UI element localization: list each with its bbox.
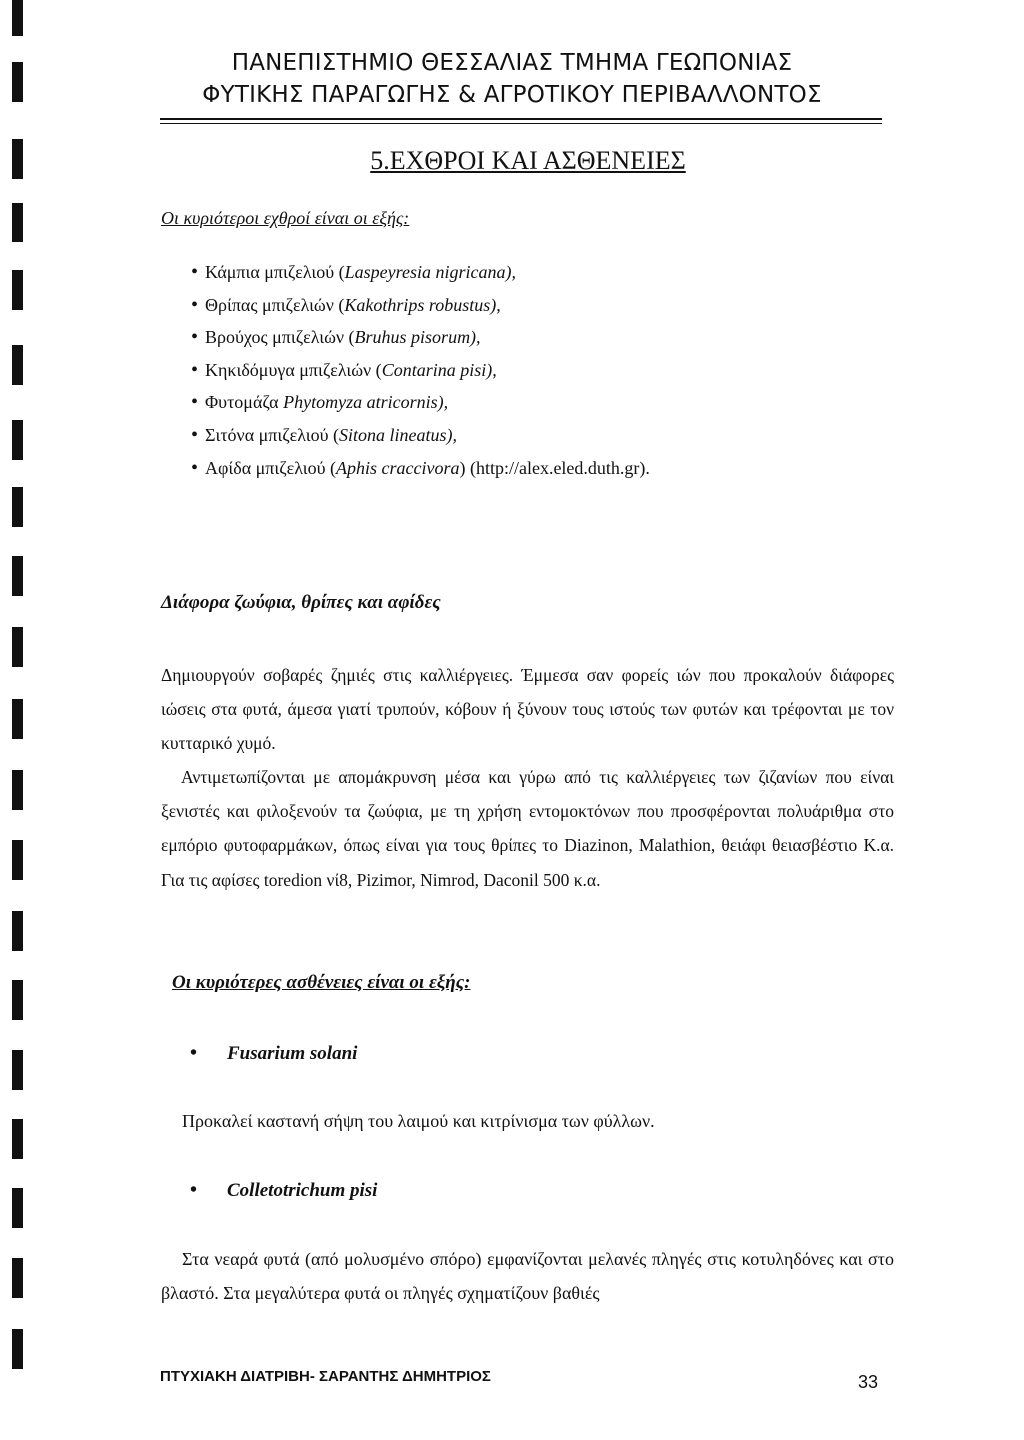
header-line-1: ΠΑΝΕΠΙΣΤΗΜΙΟ ΘΕΣΣΑΛΙΑΣ ΤΜΗΜΑ ΓΕΩΠΟΝΙΑΣ (231, 50, 793, 76)
diseases-intro: Οι κυριότερες ασθένειες είναι οι εξής: (172, 972, 471, 993)
header-line-2: ΦΥΤΙΚΗΣ ΠΑΡΑΓΩΓΗΣ & ΑΓΡΟΤΙΚΟΥ ΠΕΡΙΒΑΛΛΟΝΤΟΣ (202, 82, 822, 108)
list-item: • Κηκιδόμυγα μπιζελιών (Contarina pisi), (205, 360, 650, 393)
pests-intro: Οι κυριότεροι εχθροί είναι οι εξής: (161, 208, 410, 228)
bullet-icon: • (190, 1179, 198, 1201)
header-rule (160, 118, 882, 120)
subheading: Διάφορα ζωύφια, θρίπες και αφίδες (161, 592, 441, 613)
disease-description: Στα νεαρά φυτά (από μολυσμένο σπόρο) εμφανίζονται μελανές πληγές στις κοτυληδόνες και στο βλαστό. Στα μεγαλύτερα φυτά οι πληγές σχηματίζουν βαθιές (161, 1249, 894, 1304)
disease-item-fusarium: • Fusarium solani (190, 1042, 358, 1064)
paragraph-1 (161, 658, 894, 761)
binder-marks (0, 0, 40, 1440)
paragraph-1-text: Δημιουργούν σοβαρές ζημιές στις καλλιέργειες. Έμμεσα σαν φορείς ιών που προκαλούν διάφορες ιώσεις στα φυτά, άμεσα γιατί τρυπούν, κόβουν ή ξύνουν τους ιστούς των φυτών και τρέφονται με τον κυτταρικό χυμό. (161, 665, 894, 754)
footer-author: ΠΤΥΧΙΑΚΗ ΔΙΑΤΡΙΒΗ- ΣΑΡΑΝΤΗΣ ΔΗΜΗΤΡΙΟΣ (160, 1368, 491, 1385)
list-item: • Φυτομάζα Phytomyza atricornis), (205, 392, 650, 425)
list-item: • Κάμπια μπιζελιού (Laspeyresia nigricana), (205, 262, 650, 295)
chapter-title: 5.ΕΧΘΡΟΙ ΚΑΙ ΑΣΘΕΝΕΙΕΣ (370, 146, 686, 175)
list-item: • Θρίπας μπιζελιών (Kakothrips robustus), (205, 295, 650, 328)
bullet-icon: • (190, 1042, 198, 1064)
page-number: 33 (858, 1372, 879, 1392)
disease-item-colletotrichum: • Colletotrichum pisi (190, 1179, 378, 1201)
list-item: • Βρούχος μπιζελιών (Bruhus pisorum), (205, 327, 650, 360)
list-item: • Σιτόνα μπιζελιού (Sitona lineatus), (205, 425, 650, 458)
pests-list (205, 262, 650, 490)
disease-description: Προκαλεί καστανή σήψη του λαιμού και κιτρίνισμα των φύλλων. (182, 1111, 655, 1131)
header-rule-thin (160, 123, 882, 124)
paragraph-2: Αντιμετωπίζονται με απομάκρυνση μέσα και γύρω από τις καλλιέργειες των ζιζανίων που είναι ξενιστές και φιλοξενούν τα ζωύφια, με τη χρήση εντομοκτόνων που προσφέρονται πολυάριθμα στο εμπόριο φυτοφαρμάκων, όπως είναι για τους θρίπες το Diazinon, Malathion, θειάφι θειασβέστιο Κ.α. Για τις αφίσες toredion νί8, Pizimor, Nimrod, Daconil 500 κ.α. (161, 767, 894, 890)
list-item: • Αφίδα μπιζελιού (Aphis craccivora) (http://alex.eled.duth.gr). (205, 458, 650, 491)
